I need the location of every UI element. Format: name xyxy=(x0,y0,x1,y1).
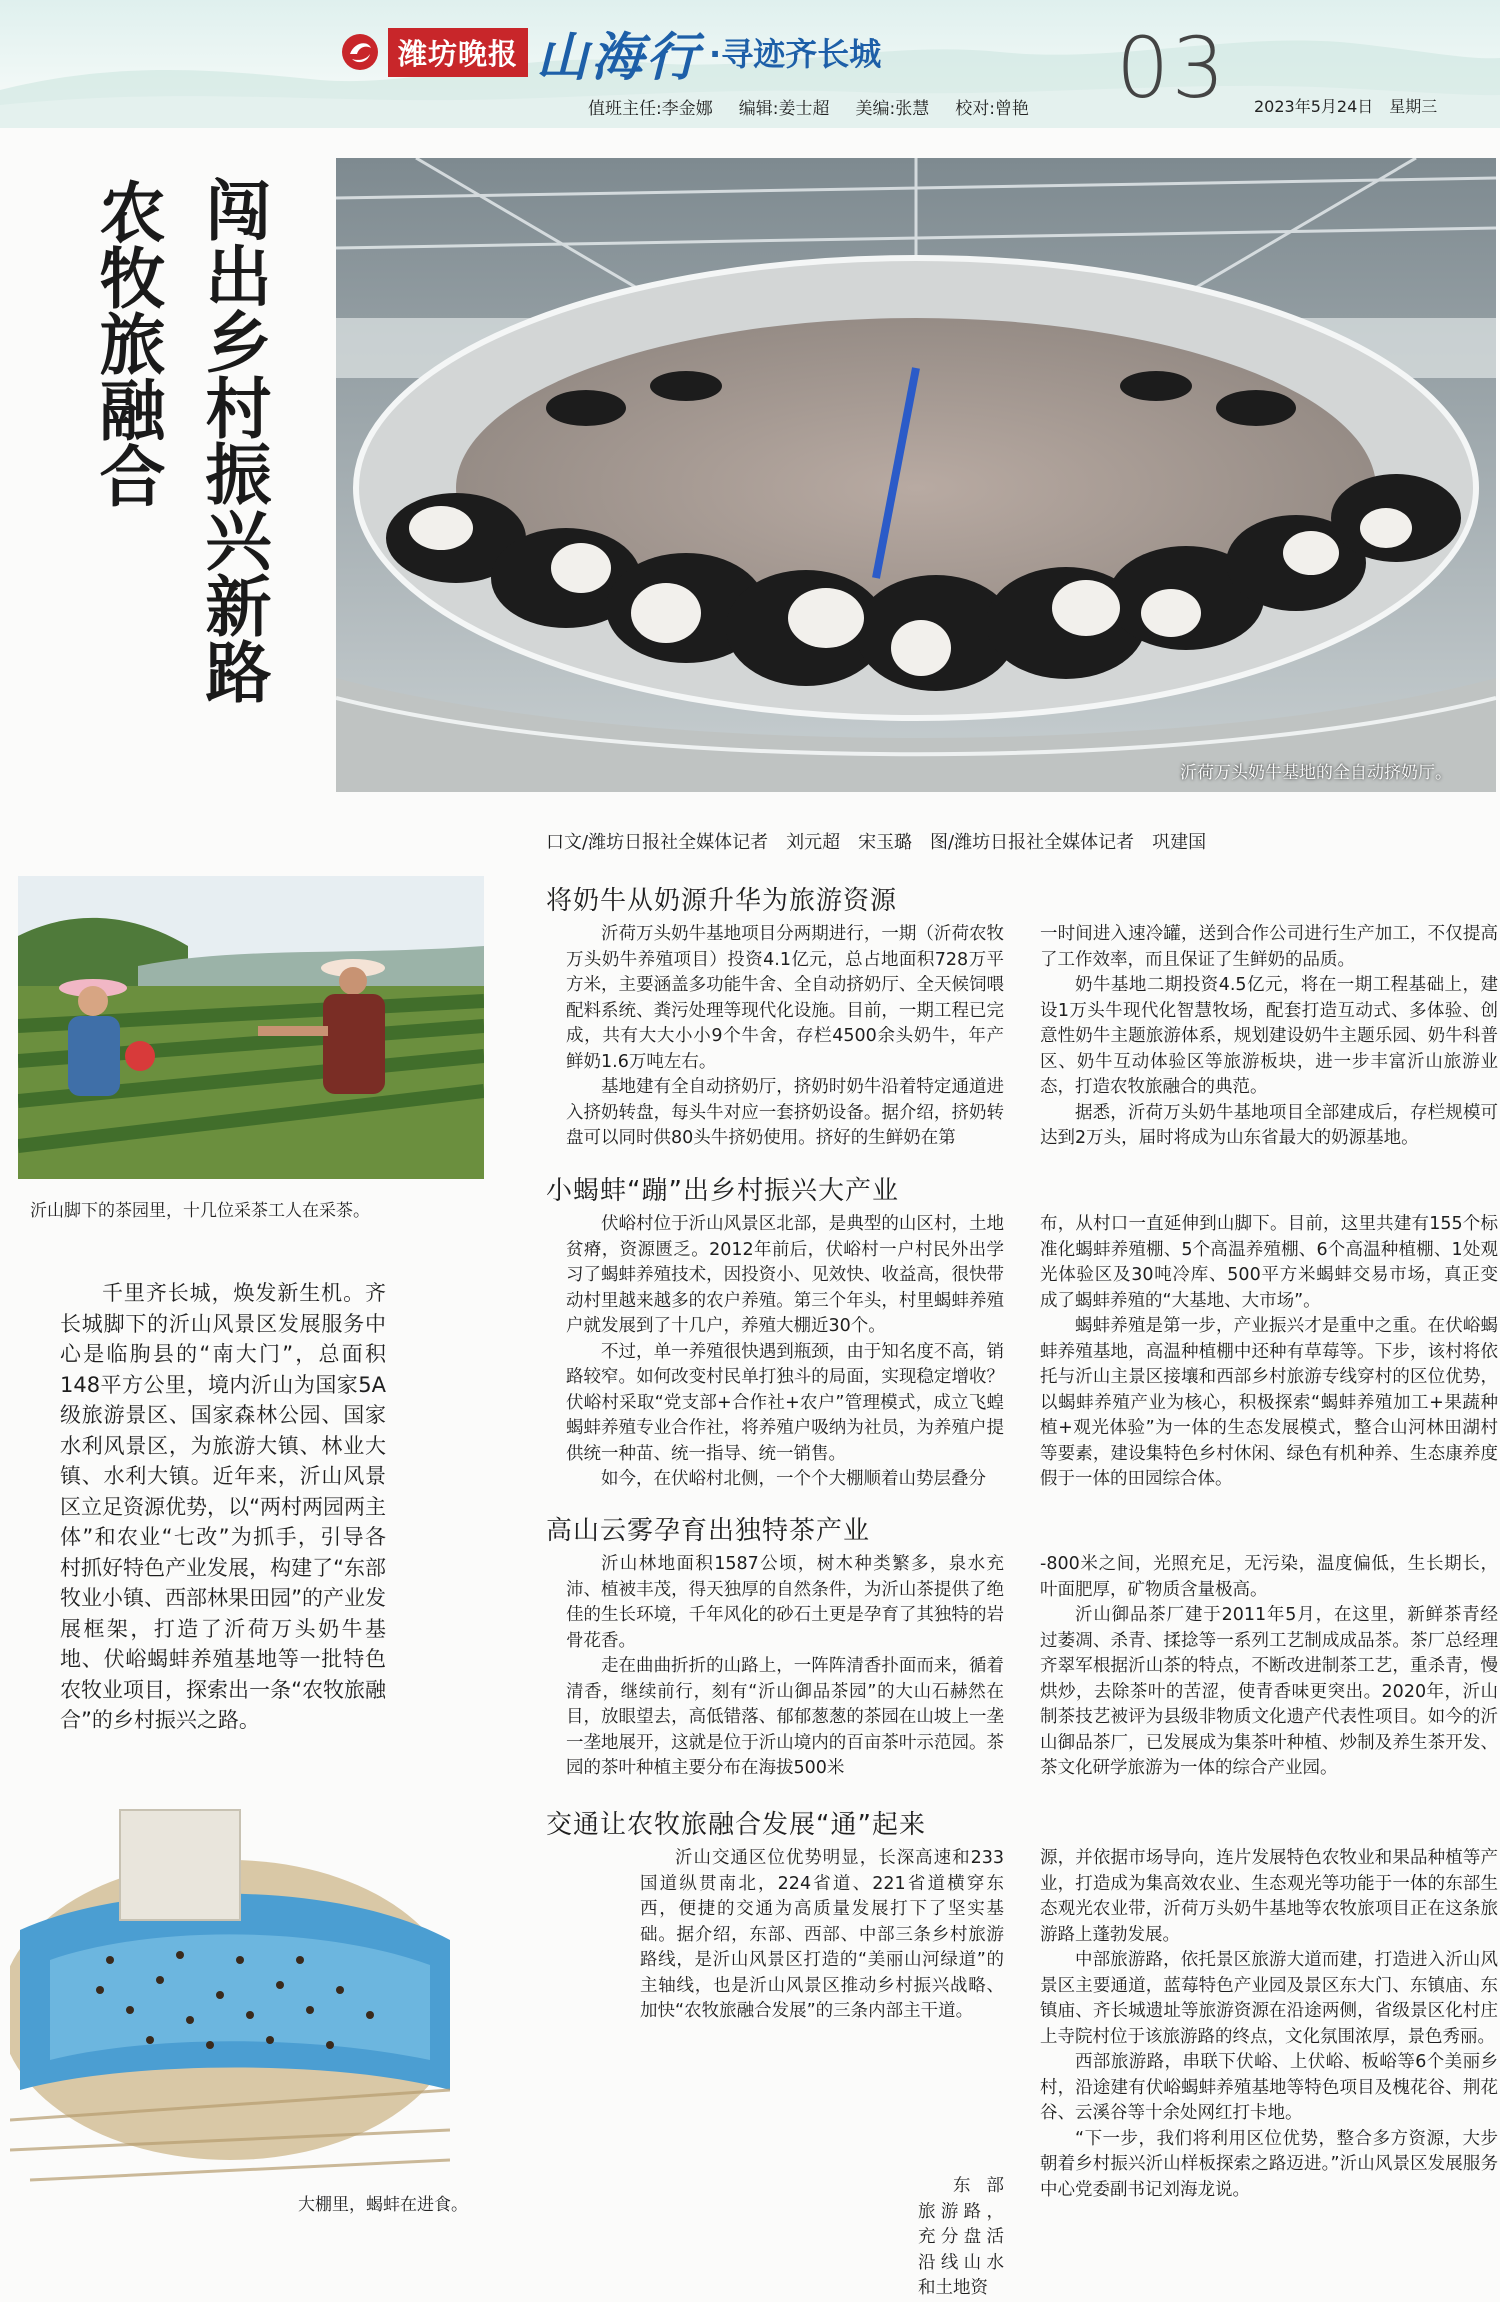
paragraph: 源，并依据市场导向，连片发展特色农牧业和果品种植等产业，打造成为集高效农业、生态观光等功能于一体的东部生态观光农业带，沂荷万头奶牛基地等农牧旅项目正在这条旅游路上蓬勃发展。 xyxy=(1040,1848,1498,1945)
tea-photo-caption: 沂山脚下的茶园里，十几位采茶工人在采茶。 xyxy=(30,1201,370,1221)
issue-weekday: 星期三 xyxy=(1389,97,1438,116)
section-scorpion-column-1 xyxy=(566,1212,1004,1493)
staff-art-editor: 美编:张慧 xyxy=(855,99,930,119)
paragraph: 基地建有全自动挤奶厅，挤奶时奶牛沿着特定通道进入挤奶转盘，每头牛对应一套挤奶设备。据介绍，挤奶转盘可以同时供80头牛挤奶使用。挤好的生鲜奶在第 xyxy=(566,1077,1004,1148)
section-title-transport: 交通让农牧旅融合发展“通”起来 xyxy=(546,1810,926,1840)
paragraph: 西部旅游路，串联下伏峪、上伏峪、板峪等6个美丽乡村，沿途建有伏峪蝎蚌养殖基地等特色项目及槐花谷、荆花谷、云溪谷等十余处网红打卡地。 xyxy=(1040,2052,1498,2123)
paragraph: 不过，单一养殖很快遇到瓶颈，由于知名度不高，销路较窄。如何改变村民单打独斗的局面，实现稳定增收？伏峪村采取“党支部+合作社+农户”管理模式，成立飞蝗蝎蚌养殖专业合作社，将养殖户吸纳为社员，为养殖户提供统一种苗、统一指导、统一销售。 xyxy=(566,1341,1004,1464)
headline-main: 闯出乡村振兴新路 xyxy=(194,176,272,704)
paragraph: 沂山御品茶厂建于2011年5月，在这里，新鲜茶青经过萎凋、杀青、揉捻等一系列工艺制成成品茶。茶厂总经理齐翠军根据沂山茶的特点，不断改进制茶工艺，重杀青，慢烘炒，去除茶叶的苦涩，使青香味更突出。2020年，沂山制茶技艺被评为县级非物质文化遗产代表性项目。如今的沂山御品茶厂，已发展成为集茶叶种植、炒制及养生茶开发、茶文化研学旅游为一体的综合产业园。 xyxy=(1040,1605,1498,1778)
tea-garden-illustration xyxy=(18,876,484,1179)
section-tea-column-1 xyxy=(566,1552,1004,1782)
scorpion-greenhouse-photo xyxy=(10,1760,450,2200)
section-dairy-column-1 xyxy=(566,922,1004,1152)
column-title: 山海行 xyxy=(536,26,702,88)
paragraph: 蝎蚌养殖是第一步，产业振兴才是重中之重。在伏峪蝎蚌养殖基地，高温种植棚中还种有草莓等。下步，该村将依托与沂山主景区接壤和西部乡村旅游专线穿村的区位优势，以蝎蚌养殖产业为核心，积极探索“蝎蚌养殖加工+果蔬种植+观光体验”为一体的生态发展模式，整合山河林田湖村等要素，建设集特色乡村休闲、绿色有机种养、生态康养度假于一体的田园综合体。 xyxy=(1040,1316,1498,1489)
scorpion-illustration xyxy=(10,1760,450,2200)
paragraph: 布，从村口一直延伸到山脚下。目前，这里共建有155个标准化蝎蚌养殖棚、5个高温养殖棚、6个高温种植棚、1处观光体验区及30吨冷库、500平方米蝎蚌交易市场，真正变成了蝎蚌养殖的“大基地、大市场”。 xyxy=(1040,1214,1498,1311)
section-transport-column-1-tail xyxy=(918,2174,1004,2302)
paragraph: 沂山林地面积1587公顷，树木种类繁多，泉水充沛、植被丰茂，得天独厚的自然条件，为沂山茶提供了绝佳的生长环境，千年风化的砂石土更是孕育了其独特的岩骨花香。 xyxy=(566,1554,1004,1651)
section-dairy-column-2 xyxy=(1040,922,1498,1152)
page-number: 03 xyxy=(1116,19,1227,117)
paragraph: -800米之间，光照充足，无污染，温度偏低，生长期长，叶面肥厚，矿物质含量极高。 xyxy=(1040,1554,1498,1600)
section-title-tea: 高山云雾孕育出独特茶产业 xyxy=(546,1516,871,1546)
lead-paragraph xyxy=(60,1278,386,1736)
tea-garden-photo xyxy=(18,876,484,1179)
milking-parlor-photo xyxy=(336,158,1496,792)
weifang-evening-news-logo-icon xyxy=(340,32,380,72)
paragraph: 据悉，沂荷万头奶牛基地项目全部建成后，存栏规模可达到2万头，届时将成为山东省最大的奶源基地。 xyxy=(1040,1102,1498,1148)
lead-text: 千里齐长城，焕发新生机。齐长城脚下的沂山风景区发展服务中心是临朐县的“南大门”，总面积148平方公里，境内沂山为国家5A级旅游景区、国家森林公园、国家水利风景区，为旅游大镇、林业大镇、水利大镇。近年来，沂山风景区立足资源优势，以“两村两园两主体”和农业“七改”为抓手，引导各村抓好特色产业发展，构建了“东部牧业小镇、西部林果田园”的产业发展框架，打造了沂荷万头奶牛基地、伏峪蝎蚌养殖基地等一批特色农牧业项目，探索出一条“农牧旅融合”的乡村振兴之路。 xyxy=(60,1281,386,1732)
brand-bar xyxy=(340,26,882,88)
section-transport-column-1 xyxy=(640,1846,1004,2025)
paragraph: 沂荷万头奶牛基地项目分两期进行，一期（沂荷农牧万头奶牛养殖项目）投资4.1亿元，总占地面积728万平方米，主要涵盖多功能牛舍、全自动挤奶厅、全天候饲喂配料系统、粪污处理等现代化设施。目前，一期工程已完成，共有大大小小9个牛舍，存栏4500余头奶牛，年产鲜奶1.6万吨左右。 xyxy=(566,924,1004,1072)
paragraph: “下一步，我们将利用区位优势，整合多方资源，大步朝着乡村振兴沂山样板探索之路迈进。”沂山风景区发展服务中心党委副书记刘海龙说。 xyxy=(1040,2128,1498,2200)
byline: 口文/潍坊日报社全媒体记者 刘元超 宋玉璐 图/潍坊日报社全媒体记者 巩建国 xyxy=(546,832,1207,853)
paragraph: 伏峪村位于沂山风景区北部，是典型的山区村，土地贫瘠，资源匮乏。2012年前后，伏峪村一户村民外出学习了蝎蚌养殖技术，因投资小、见效快、收益高，很快带动村里越来越多的农户养殖。第三个年头，村里蝎蚌养殖户就发展到了十几户，养殖大棚近30个。 xyxy=(566,1214,1004,1336)
paragraph: 奶牛基地二期投资4.5亿元，将在一期工程基础上，建设1万头牛现代化智慧牧场，配套打造互动式、多体验、创意性奶牛主题旅游体系，规划建设奶牛主题乐园、奶牛科普区、奶牛互动体验区等旅游板块，进一步丰富沂山旅游业态，打造农牧旅融合的典范。 xyxy=(1040,975,1498,1097)
section-title-dairy: 将奶牛从奶源升华为旅游资源 xyxy=(546,886,898,916)
paragraph: 中部旅游路，依托景区旅游大道而建，打造进入沂山风景区主要通道，蓝莓特色产业园及景区东大门、东镇庙、东镇庙、齐长城遗址等旅游资源在沿途两侧，省级景区化村庄上寺院村位于该旅游路的终点，文化氛围浓厚，景色秀丽。 xyxy=(1040,1950,1498,2047)
staff-list xyxy=(588,94,1029,119)
headline-kicker: 农牧旅融合 xyxy=(88,178,166,508)
staff-proofreader: 校对:曾艳 xyxy=(955,99,1029,119)
milking-photo-caption: 沂荷万头奶牛基地的全自动挤奶厅。 xyxy=(1180,763,1452,783)
paragraph: 如今，在伏峪村北侧，一个个大棚顺着山势层叠分 xyxy=(601,1469,986,1489)
section-transport-column-2 xyxy=(1040,1846,1498,2203)
section-tea-column-2 xyxy=(1040,1552,1498,1782)
section-title-scorpion: 小蝎蚌“蹦”出乡村振兴大产业 xyxy=(546,1176,899,1206)
paragraph: 走在曲曲折折的山路上，一阵阵清香扑面而来，循着清香，继续前行，刻有“沂山御品茶园”的大山石赫然在目，放眼望去，高低错落、郁郁葱葱的茶园在山坡上一垄一垄地展开，这就是位于沂山境内的百亩茶叶示范园。茶园的茶叶种植主要分布在海拔500米 xyxy=(566,1656,1004,1778)
column-subtitle: ·寻迹齐长城 xyxy=(709,35,882,73)
date-line xyxy=(1254,94,1437,117)
section-scorpion-column-2 xyxy=(1040,1212,1498,1493)
issue-date: 2023年5月24日 xyxy=(1254,97,1374,116)
paper-name: 潍坊晚报 xyxy=(388,28,528,77)
paragraph: 东部旅游路，充分盘活沿线山水和土地资 xyxy=(918,2176,1004,2298)
staff-editor: 编辑:姜士超 xyxy=(738,99,830,119)
staff-duty-director: 值班主任:李金娜 xyxy=(588,99,713,119)
scorpion-photo-caption: 大棚里，蝎蚌在进食。 xyxy=(298,2195,468,2215)
paragraph: 沂山交通区位优势明显，长深高速和233国道纵贯南北，224省道、221省道横穿东西，便捷的交通为高质量发展打下了坚实基础。据介绍，东部、西部、中部三条乡村旅游路线，是沂山风景区打造的“美丽山河绿道”的主轴线，也是沂山风景区推动乡村振兴战略、加快“农牧旅融合发展”的三条内部主干道。 xyxy=(640,1848,1004,2021)
milking-parlor-illustration xyxy=(336,158,1496,792)
paragraph: 一时间进入速冷罐，送到合作公司进行生产加工，不仅提高了工作效率，而且保证了生鲜奶的品质。 xyxy=(1040,924,1498,970)
